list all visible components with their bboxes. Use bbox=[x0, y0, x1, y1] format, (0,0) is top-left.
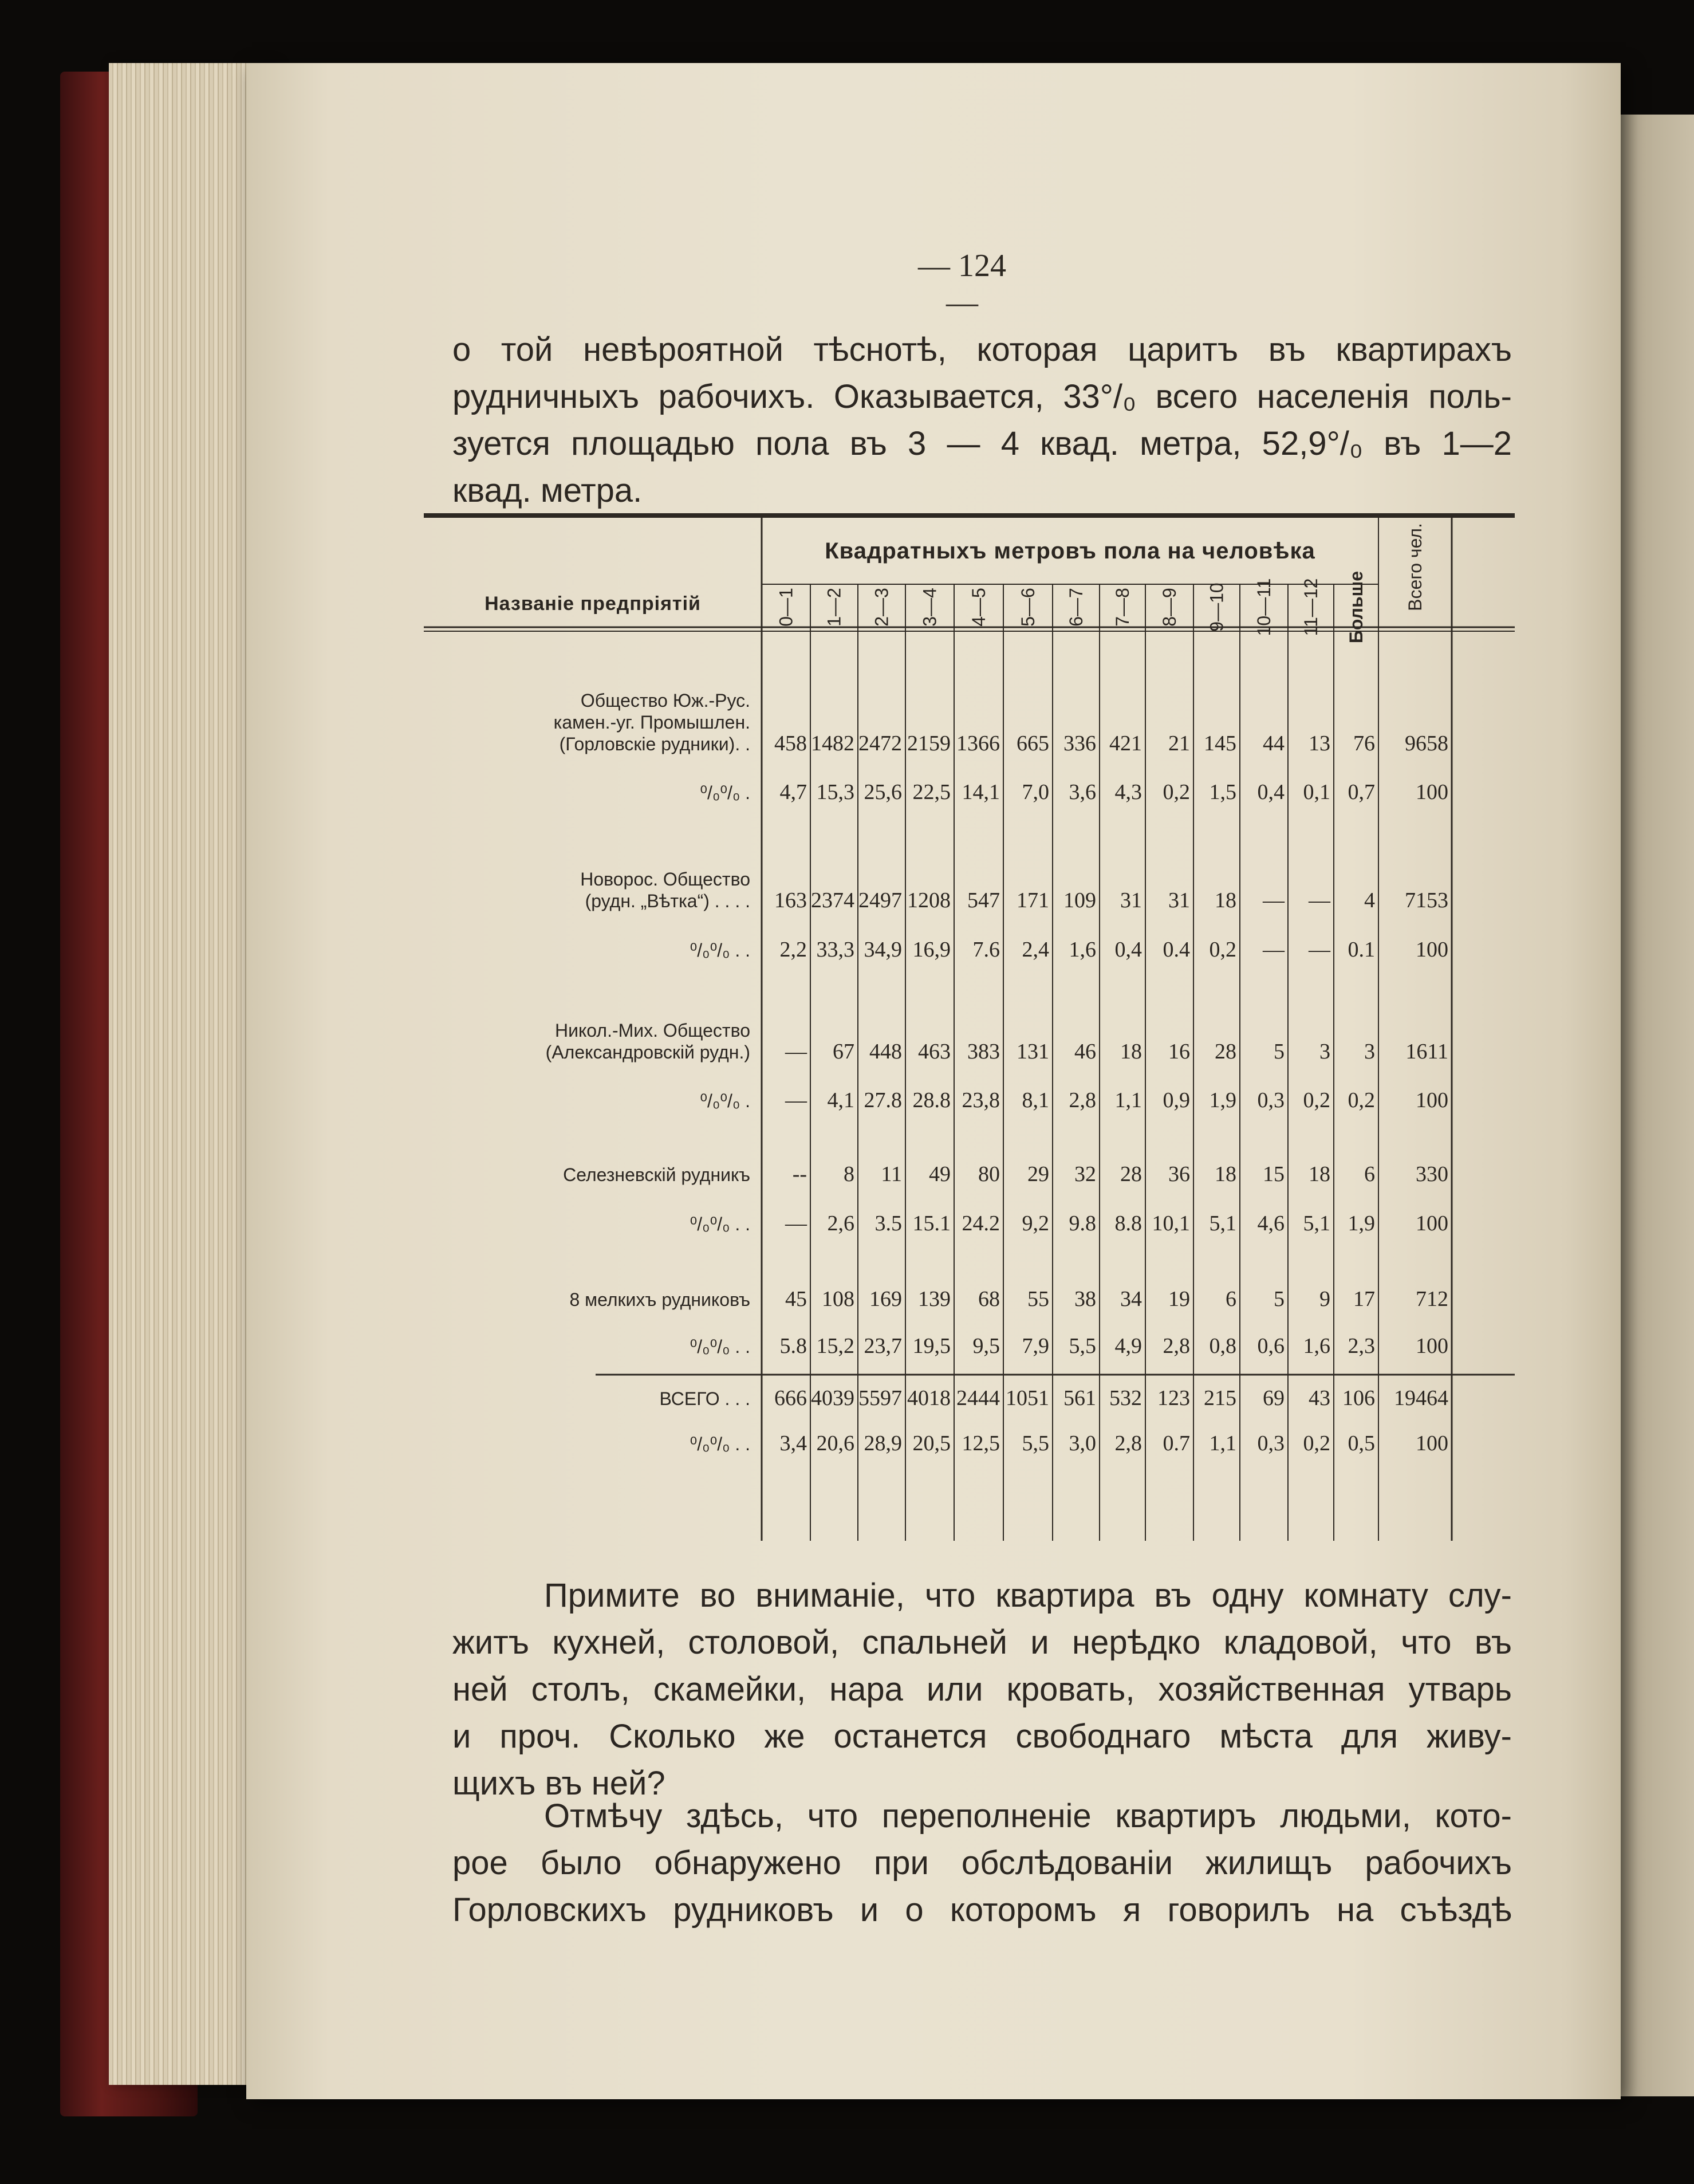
percent-cell: 2,3 bbox=[1348, 1334, 1375, 1358]
percent-cell: 10,1 bbox=[1152, 1211, 1190, 1235]
percent-cell: 0,1 bbox=[1303, 780, 1330, 804]
table-cell: 421 bbox=[1109, 731, 1142, 755]
percent-cell: 1,1 bbox=[1114, 1088, 1142, 1112]
table-cell: 171 bbox=[1017, 888, 1049, 912]
table-cell: 68 bbox=[978, 1287, 1000, 1311]
table-cell: 21 bbox=[1168, 731, 1190, 755]
text-line: зуется площадью пола въ 3 — 4 квад. метра, 52,9°/₀ въ 1—2 bbox=[452, 425, 1512, 462]
percent-cell: 0,9 bbox=[1163, 1088, 1190, 1112]
percent-cell: 0.4 bbox=[1163, 938, 1190, 962]
percent-cell: 24.2 bbox=[962, 1211, 1000, 1235]
percent-cell: 1,6 bbox=[1069, 938, 1096, 962]
percent-cell: 25,6 bbox=[864, 780, 902, 804]
percent-cell: 0,2 bbox=[1163, 780, 1190, 804]
percent-cell: 1,1 bbox=[1209, 1431, 1236, 1455]
table-cell: 532 bbox=[1109, 1386, 1142, 1410]
percent-cell: 16,9 bbox=[912, 938, 951, 962]
table-cell: 80 bbox=[978, 1162, 1000, 1186]
table-cell: 145 bbox=[1204, 731, 1236, 755]
percent-cell: 20,6 bbox=[816, 1431, 854, 1455]
table-cell: 2497 bbox=[858, 888, 902, 912]
column-header: 5—6 bbox=[1018, 588, 1038, 627]
percent-row-label: ⁰/₀⁰/₀ . . bbox=[690, 1214, 750, 1234]
percent-cell: 8,1 bbox=[1022, 1088, 1049, 1112]
table-cell: 13 bbox=[1309, 731, 1330, 755]
percent-cell: 5,1 bbox=[1303, 1211, 1330, 1235]
percent-cell: 0,5 bbox=[1348, 1431, 1375, 1455]
table-cell: 169 bbox=[869, 1287, 902, 1311]
column-header: 9—10 bbox=[1206, 583, 1227, 632]
percent-cell: 100 bbox=[1416, 1211, 1448, 1235]
percent-cell: 20,5 bbox=[912, 1431, 951, 1455]
percent-cell: 23,8 bbox=[962, 1088, 1000, 1112]
table-cell: — bbox=[1263, 888, 1285, 912]
table-cell: 6 bbox=[1364, 1162, 1375, 1186]
table-cell: 36 bbox=[1168, 1162, 1190, 1186]
text-line: рудничныхъ рабочихъ. Оказывается, 33°/₀ всего населенія поль- bbox=[452, 378, 1512, 415]
table-cell: 9 bbox=[1319, 1287, 1330, 1311]
row-label: камен.-уг. Промышлен. bbox=[553, 712, 750, 733]
percent-row-label: ⁰/₀⁰/₀ . . bbox=[690, 1336, 750, 1357]
row-label: 8 мелкихъ рудниковъ bbox=[569, 1289, 750, 1310]
percent-cell: 5.8 bbox=[779, 1334, 807, 1358]
table-cell: 3 bbox=[1364, 1040, 1375, 1064]
percent-cell: 15,2 bbox=[816, 1334, 854, 1358]
row-label: Общество Юж.-Рус. bbox=[580, 690, 750, 711]
percent-cell: 15.1 bbox=[912, 1211, 951, 1235]
percent-cell: 0,2 bbox=[1348, 1088, 1375, 1112]
percent-cell: 1,9 bbox=[1348, 1211, 1375, 1235]
column-header: 8—9 bbox=[1159, 588, 1180, 627]
percent-cell: 15,3 bbox=[816, 780, 854, 804]
text-line: Отмѣчу здѣсь, что переполненіе квартиръ людьми, кото- bbox=[544, 1797, 1512, 1835]
table-cell: 31 bbox=[1120, 888, 1142, 912]
table-cell: 46 bbox=[1074, 1040, 1096, 1064]
table-cell: 5 bbox=[1274, 1287, 1285, 1311]
table-cell: 1611 bbox=[1405, 1040, 1448, 1064]
percent-cell: 0,2 bbox=[1303, 1088, 1330, 1112]
table-cell: 383 bbox=[967, 1040, 1000, 1064]
percent-cell: 23,7 bbox=[864, 1334, 902, 1358]
table-cell: 67 bbox=[833, 1040, 854, 1064]
percent-cell: 3,4 bbox=[779, 1431, 807, 1455]
column-header: Больше bbox=[1346, 570, 1366, 644]
table-cell: 163 bbox=[774, 888, 807, 912]
table-cell: 38 bbox=[1074, 1287, 1096, 1311]
percent-cell: 0,4 bbox=[1257, 780, 1285, 804]
percent-cell: 2,2 bbox=[779, 938, 807, 962]
table-cell: 3 bbox=[1319, 1040, 1330, 1064]
table-cell: 4018 bbox=[907, 1386, 951, 1410]
percent-cell: 9,5 bbox=[972, 1334, 1000, 1358]
column-header: 2—3 bbox=[871, 588, 892, 627]
percent-cell: 5,5 bbox=[1022, 1431, 1049, 1455]
table-cell: 5597 bbox=[858, 1386, 902, 1410]
percent-cell: 14,1 bbox=[962, 780, 1000, 804]
table-cell: 43 bbox=[1309, 1386, 1330, 1410]
percent-cell: 27.8 bbox=[864, 1088, 902, 1112]
percent-cell: 28.8 bbox=[912, 1088, 951, 1112]
table-cell: 15 bbox=[1263, 1162, 1285, 1186]
text-line: ней столъ, скамейки, нара или кровать, хозяйственная утварь bbox=[452, 1671, 1512, 1708]
percent-cell: — bbox=[1309, 938, 1330, 962]
percent-row-label: ⁰/₀⁰/₀ . bbox=[700, 1091, 750, 1111]
percent-cell: 0,8 bbox=[1209, 1334, 1236, 1358]
name-column-header: Названіе предпріятій bbox=[484, 593, 701, 615]
column-header: 0—1 bbox=[775, 588, 797, 627]
percent-cell: 33,3 bbox=[816, 938, 854, 962]
table-cell: 463 bbox=[918, 1040, 951, 1064]
table-cell: 76 bbox=[1353, 731, 1375, 755]
percent-cell: 34,9 bbox=[864, 938, 902, 962]
table-cell: 666 bbox=[774, 1386, 807, 1410]
table-cell: 32 bbox=[1074, 1162, 1096, 1186]
row-label: Никол.-Мих. Общество bbox=[554, 1020, 750, 1041]
percent-cell: 0,3 bbox=[1257, 1431, 1285, 1455]
table-cell: 561 bbox=[1063, 1386, 1096, 1410]
column-header: 3—4 bbox=[919, 588, 940, 627]
table-cell: -- bbox=[792, 1162, 807, 1186]
table-cell: 108 bbox=[822, 1287, 854, 1311]
percent-cell: 0,7 bbox=[1348, 780, 1375, 804]
table-cell: 330 bbox=[1416, 1162, 1448, 1186]
percent-cell: 4,1 bbox=[827, 1088, 854, 1112]
row-label: (Александровскій рудн.) bbox=[545, 1042, 750, 1063]
table-cell: 18 bbox=[1309, 1162, 1330, 1186]
paragraph-apartment bbox=[452, 1572, 1512, 1807]
percent-cell: 1,6 bbox=[1303, 1334, 1330, 1358]
intro-paragraph bbox=[452, 326, 1512, 514]
table-cell: 2444 bbox=[956, 1386, 1000, 1410]
percent-cell: 4,7 bbox=[779, 780, 807, 804]
percent-cell: 100 bbox=[1416, 780, 1448, 804]
table-cell: 31 bbox=[1168, 888, 1190, 912]
row-label: Селезневскій рудникъ bbox=[563, 1164, 750, 1185]
table-cell: 7153 bbox=[1405, 888, 1448, 912]
table-cell: 16 bbox=[1168, 1040, 1190, 1064]
table-cell: 5 bbox=[1274, 1040, 1285, 1064]
percent-cell: 100 bbox=[1416, 1334, 1448, 1358]
column-header: 7—8 bbox=[1112, 588, 1133, 627]
table-cell: 1482 bbox=[811, 731, 854, 755]
percent-cell: 1,9 bbox=[1209, 1088, 1236, 1112]
text-line: Горловскихъ рудниковъ и о которомъ я говорилъ на съѣздѣ bbox=[452, 1891, 1512, 1929]
table-cell: 45 bbox=[785, 1287, 807, 1311]
percent-cell: 0,4 bbox=[1114, 938, 1142, 962]
table-graphic bbox=[424, 498, 1515, 1544]
percent-cell: 4,6 bbox=[1257, 1211, 1285, 1235]
percent-cell: 2,8 bbox=[1163, 1334, 1190, 1358]
percent-cell: 8.8 bbox=[1114, 1211, 1142, 1235]
text-line: о той невѣроятной тѣснотѣ, которая царитъ въ квартирахъ bbox=[452, 331, 1512, 368]
table-cell: 18 bbox=[1215, 1162, 1236, 1186]
percent-cell: 5,1 bbox=[1209, 1211, 1236, 1235]
column-header: 10—11 bbox=[1254, 578, 1274, 636]
percent-cell: 0,3 bbox=[1257, 1088, 1285, 1112]
row-label: ВСЕГО . . . bbox=[659, 1388, 750, 1409]
table-cell: 4039 bbox=[811, 1386, 854, 1410]
percent-cell: 22,5 bbox=[912, 780, 951, 804]
table-cell: 1208 bbox=[907, 888, 951, 912]
table-cell: 4 bbox=[1364, 888, 1375, 912]
column-header: 11—12 bbox=[1301, 578, 1321, 636]
percent-row-label: ⁰/₀⁰/₀ . bbox=[700, 782, 750, 803]
percent-cell: 4,9 bbox=[1114, 1334, 1142, 1358]
table-cell: 44 bbox=[1263, 731, 1285, 755]
table-cell: 69 bbox=[1263, 1386, 1285, 1410]
percent-cell: 5,5 bbox=[1069, 1334, 1096, 1358]
percent-cell: 2,8 bbox=[1069, 1088, 1096, 1112]
table-cell: 18 bbox=[1120, 1040, 1142, 1064]
percent-cell: 9,2 bbox=[1022, 1211, 1049, 1235]
percent-cell: 2,8 bbox=[1114, 1431, 1142, 1455]
percent-row-label: ⁰/₀⁰/₀ . . bbox=[690, 940, 750, 961]
text-line: и проч. Сколько же останется свободнаго мѣста для живу- bbox=[452, 1718, 1512, 1755]
table-cell: 2472 bbox=[858, 731, 902, 755]
table-cell: 49 bbox=[929, 1162, 951, 1186]
percent-cell: 28,9 bbox=[864, 1431, 902, 1455]
percent-cell: 100 bbox=[1416, 938, 1448, 962]
row-label: (рудн. „Вѣтка“) . . . . bbox=[585, 891, 750, 911]
percent-cell: 3,6 bbox=[1069, 780, 1096, 804]
percent-cell: 100 bbox=[1416, 1088, 1448, 1112]
column-header: Всего чел. bbox=[1405, 523, 1425, 611]
table-cell: 458 bbox=[774, 731, 807, 755]
percent-cell: — bbox=[1263, 938, 1285, 962]
text-line: квад. метра. bbox=[452, 472, 643, 509]
floor-area-table bbox=[424, 498, 1515, 1544]
table-cell: 34 bbox=[1120, 1287, 1142, 1311]
table-cell: 2374 bbox=[811, 888, 854, 912]
text-line: рое было обнаружено при обслѣдованіи жилищъ рабочихъ bbox=[452, 1844, 1512, 1882]
percent-cell: 3,0 bbox=[1069, 1431, 1096, 1455]
percent-cell: 100 bbox=[1416, 1431, 1448, 1455]
table-cell: 336 bbox=[1063, 731, 1096, 755]
percent-cell: 12,5 bbox=[962, 1431, 1000, 1455]
table-cell: 19464 bbox=[1394, 1386, 1448, 1410]
percent-cell: 0,2 bbox=[1303, 1431, 1330, 1455]
table-cell: 28 bbox=[1215, 1040, 1236, 1064]
percent-cell: — bbox=[785, 1088, 807, 1112]
percent-cell: 0.1 bbox=[1348, 938, 1375, 962]
table-cell: 18 bbox=[1215, 888, 1236, 912]
percent-cell: 0.7 bbox=[1163, 1431, 1190, 1455]
page-number: — 124 — bbox=[918, 248, 1006, 320]
percent-cell: 7,9 bbox=[1022, 1334, 1049, 1358]
table-cell: 448 bbox=[869, 1040, 902, 1064]
percent-cell: 2,6 bbox=[827, 1211, 854, 1235]
table-cell: 1366 bbox=[956, 731, 1000, 755]
area-group-header: Квадратныхъ метровъ пола на человѣка bbox=[825, 538, 1315, 564]
table-cell: 109 bbox=[1063, 888, 1096, 912]
percent-cell: 9.8 bbox=[1069, 1211, 1096, 1235]
table-cell: 215 bbox=[1204, 1386, 1236, 1410]
percent-cell: 0,6 bbox=[1257, 1334, 1285, 1358]
text-line: житъ кухней, столовой, спальней и нерѣдко кладовой, что въ bbox=[452, 1624, 1512, 1661]
table-cell: 28 bbox=[1120, 1162, 1142, 1186]
percent-cell: 19,5 bbox=[912, 1334, 951, 1358]
table-cell: 131 bbox=[1017, 1040, 1049, 1064]
column-header: 4—5 bbox=[968, 588, 989, 627]
column-header: 6—7 bbox=[1066, 588, 1086, 627]
percent-cell: 3.5 bbox=[874, 1211, 902, 1235]
table-cell: — bbox=[1309, 888, 1330, 912]
text-line: щихъ въ ней? bbox=[452, 1765, 665, 1802]
table-cell: 19 bbox=[1168, 1287, 1190, 1311]
table-cell: 547 bbox=[967, 888, 1000, 912]
table-cell: 712 bbox=[1416, 1287, 1448, 1311]
table-cell: 29 bbox=[1027, 1162, 1049, 1186]
percent-cell: — bbox=[785, 1211, 807, 1235]
table-cell: — bbox=[785, 1040, 807, 1064]
text-line: Примите во вниманіе, что квартира въ одну комнату слу- bbox=[544, 1577, 1512, 1614]
table-cell: 17 bbox=[1353, 1287, 1375, 1311]
percent-row-label: ⁰/₀⁰/₀ . . bbox=[690, 1434, 750, 1454]
percent-cell: 7.6 bbox=[972, 938, 1000, 962]
table-cell: 139 bbox=[918, 1287, 951, 1311]
percent-cell: 0,2 bbox=[1209, 938, 1236, 962]
table-cell: 665 bbox=[1017, 731, 1049, 755]
table-cell: 55 bbox=[1027, 1287, 1049, 1311]
percent-cell: 4,3 bbox=[1114, 780, 1142, 804]
percent-cell: 7,0 bbox=[1022, 780, 1049, 804]
table-cell: 1051 bbox=[1006, 1386, 1049, 1410]
row-label: Новорос. Общество bbox=[580, 869, 750, 890]
table-cell: 11 bbox=[881, 1162, 902, 1186]
table-cell: 123 bbox=[1157, 1386, 1190, 1410]
table-cell: 106 bbox=[1342, 1386, 1375, 1410]
percent-cell: 2,4 bbox=[1022, 938, 1049, 962]
table-cell: 9658 bbox=[1405, 731, 1448, 755]
row-label: (Горловскіе рудники). . bbox=[559, 734, 750, 754]
table-cell: 6 bbox=[1226, 1287, 1236, 1311]
table-cell: 8 bbox=[844, 1162, 854, 1186]
paragraph-overcrowding bbox=[452, 1793, 1512, 1934]
percent-cell: 1,5 bbox=[1209, 780, 1236, 804]
table-cell: 2159 bbox=[907, 731, 951, 755]
column-header: 1—2 bbox=[824, 588, 845, 627]
